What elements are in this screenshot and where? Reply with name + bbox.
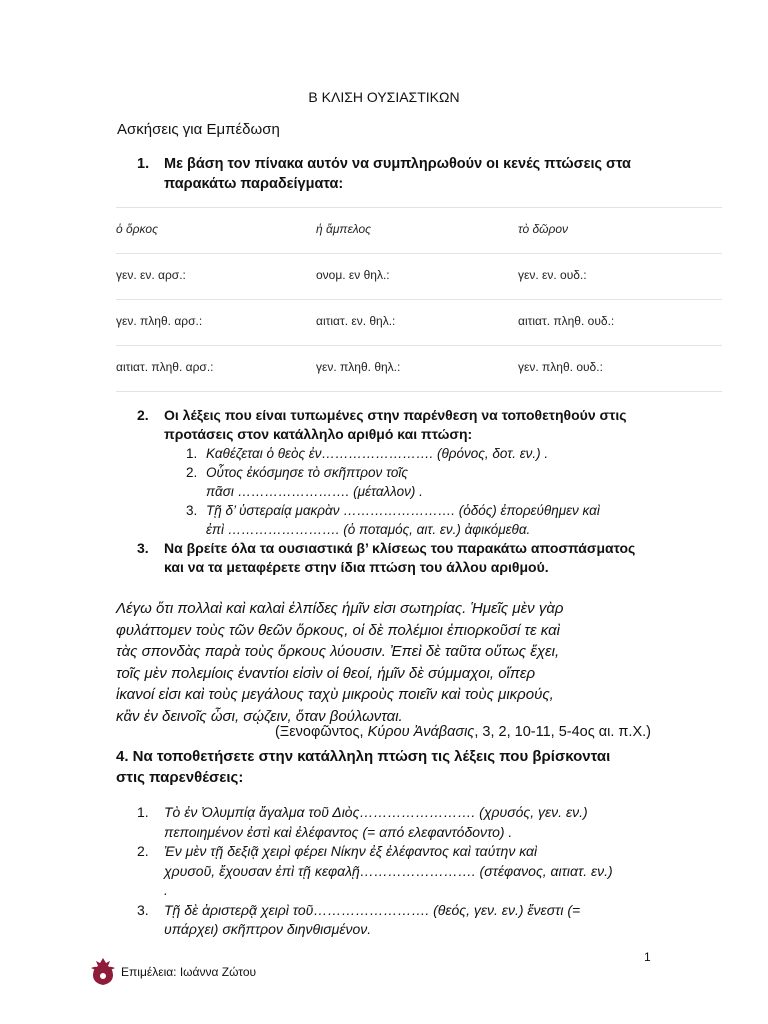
exercise-4-heading: 4. Να τοποθετήσετε στην κατάλληλη πτώση τις λέξεις που βρίσκονται στις παρενθέσεις: (116, 748, 611, 786)
table-row (116, 254, 722, 300)
exercise-2-text: Οι λέξεις που είναι τυπωμένες στην παρένθεση να τοποθετηθούν στις προτάσεις στον κατάλληλο αριθμό και πτώση: (164, 407, 627, 442)
exercise-1-text: Με βάση τον πίνακα αυτόν να συμπληρωθούν οι κενές πτώσεις στα παρακάτω παραδείγματα: (164, 156, 631, 192)
table-row (116, 300, 722, 346)
exercise-2-number: 2. (137, 407, 149, 423)
item-line: πᾶσι ……………………. (μέταλλον) . (206, 484, 423, 499)
item-line: πεποιημένον ἐστὶ καὶ ἐλέφαντος (= από ελεφαντόδοντο) . (164, 823, 513, 840)
exercise-2-item (137, 444, 657, 463)
exercise-2 (137, 406, 657, 444)
exercise-2-item (137, 463, 657, 501)
item-line: υπάρχει) σκῆπτρον διηνθισμένον. (164, 921, 372, 937)
declension-table (116, 207, 722, 392)
item-number: 2. (137, 843, 149, 859)
table-cell: τὸ δῶρον (518, 222, 569, 236)
item-line: Τῇ δὲ ἀριστερᾷ χειρὶ τοῦ……………………. (θεός, γεν. εν.) ἔνεστι (= (164, 901, 581, 918)
exercise-4-list (137, 803, 617, 940)
item-number: 1. (137, 804, 149, 820)
table-row (116, 207, 722, 254)
table-cell: γεν. εν. ουδ.: (518, 268, 587, 282)
passage-line: Λέγω ὅτι πολλαὶ καὶ καλαὶ ἐλπίδες ἡμῖν εἰσι σωτηρίας. Ἡμεῖς μὲν γὰρ (116, 600, 564, 617)
item-line: χρυσοῦ, ἔχουσαν ἐπὶ τῇ κεφαλῇ……………………. (στέφανος, αιτιατ. εν.) . (164, 862, 613, 898)
table-cell: ονομ. εν θηλ.: (316, 268, 390, 282)
passage-line: τὰς σπονδὰς παρὰ τοὺς ὅρκους λύουσιν. Ἐπεὶ δὲ ταῦτα οὕτως ἔχει, (116, 643, 560, 660)
passage-line: κἂν ἐν δεινοῖς ὦσι, σῴζειν, ὅταν βούλωνται. (116, 707, 403, 725)
exercise-2-3-list (137, 406, 657, 577)
table-cell: αιτιατ. εν. θηλ.: (316, 314, 396, 328)
item-line: ἐπὶ ……………………. (ὁ ποταμός, αιτ. εν.) ἀφικόμεθα. (206, 522, 531, 537)
table-cell: αιτιατ. πληθ. ουδ.: (518, 314, 615, 328)
item-number: 2. (186, 465, 198, 480)
exercise-2-item (137, 501, 657, 539)
table-cell: ὁ ὅρκος (116, 222, 158, 236)
ancient-passage (116, 598, 646, 727)
table-cell: γεν. πληθ. ουδ.: (518, 360, 603, 374)
exercise-4-item (137, 901, 617, 940)
document-title: Β ΚΛΙΣΗ ΟΥΣΙΑΣΤΙΚΩΝ (308, 89, 460, 105)
page-number: 1 (644, 950, 651, 964)
item-number: 3. (137, 901, 149, 918)
item-line: Ἐν μὲν τῇ δεξιᾷ χειρὶ φέρει Νίκην ἐξ ἐλέφαντος καὶ ταύτην καὶ (164, 843, 538, 859)
item-number: 3. (186, 503, 198, 518)
exercise-1-number: 1. (137, 156, 150, 172)
passage-source (0, 724, 651, 740)
passage-line: τοῖς μὲν πολεμίοις ἐναντίοι εἰσὶν οἱ θεοί, ἡμῖν δὲ σύμμαχοι, οἵπερ (116, 664, 536, 682)
passage-line: ἱκανοί εἰσι καὶ τοὺς μεγάλους ταχὺ μικροὺς ποιεῖν καὶ τοὺς μικρούς, (116, 686, 554, 703)
item-line: Οὗτος ἐκόσμησε τὸ σκῆπτρον τοῖς (206, 465, 408, 480)
source-author: (Ξενοφῶντος, (274, 724, 368, 740)
item-line: Τὸ ἐν Ὀλυμπίᾳ ἄγαλμα τοῦ Διὸς……………………. (χρυσός, γεν. εν.) (164, 804, 588, 820)
table-cell: ἡ ἄμπελος (316, 222, 371, 236)
table-row (116, 346, 722, 392)
item-number: 1. (186, 446, 198, 461)
exercise-3 (137, 539, 657, 577)
source-work: Κύρου Ἀνάβασις (367, 724, 475, 740)
source-reference: , 3, 2, 10-11, 5-4ος αι. π.Χ.) (474, 724, 651, 740)
item-line: Τῇ δ’ ὑστεραίᾳ μακρὰν ……………………. (ὁδός) ἐπορεύθημεν καὶ (206, 503, 600, 518)
page-footer (89, 956, 256, 988)
pomegranate-logo-icon (89, 956, 117, 988)
exercise-3-text: Να βρείτε όλα τα ουσιαστικά β’ κλίσεως του παρακάτω αποσπάσματος και να τα μεταφέρετε στην ίδια πτώση του άλλου αριθμού. (164, 540, 636, 575)
item-line: Καθέζεται ὁ θεὸς ἐν……………………. (θρόνος, δοτ. εν.) . (206, 446, 549, 461)
passage-line: φυλάττομεν τοὺς τῶν θεῶν ὅρκους, οἱ δὲ πολέμιοι ἐπιορκοῦσί τε καὶ (116, 621, 560, 639)
footer-credit: Επιμέλεια: Ιωάννα Ζώτου (121, 965, 257, 979)
table-cell: αιτιατ. πληθ. αρσ.: (116, 360, 214, 374)
table-cell: γεν. πληθ. αρσ.: (116, 314, 203, 328)
document-subtitle: Ασκήσεις για Εμπέδωση (117, 121, 280, 138)
table-cell: γεν. πληθ. θηλ.: (316, 360, 401, 374)
exercise-4-item (137, 842, 617, 901)
table-cell: γεν. εν. αρσ.: (116, 268, 186, 282)
exercise-3-number: 3. (137, 540, 149, 556)
exercise-4-item (137, 803, 617, 842)
